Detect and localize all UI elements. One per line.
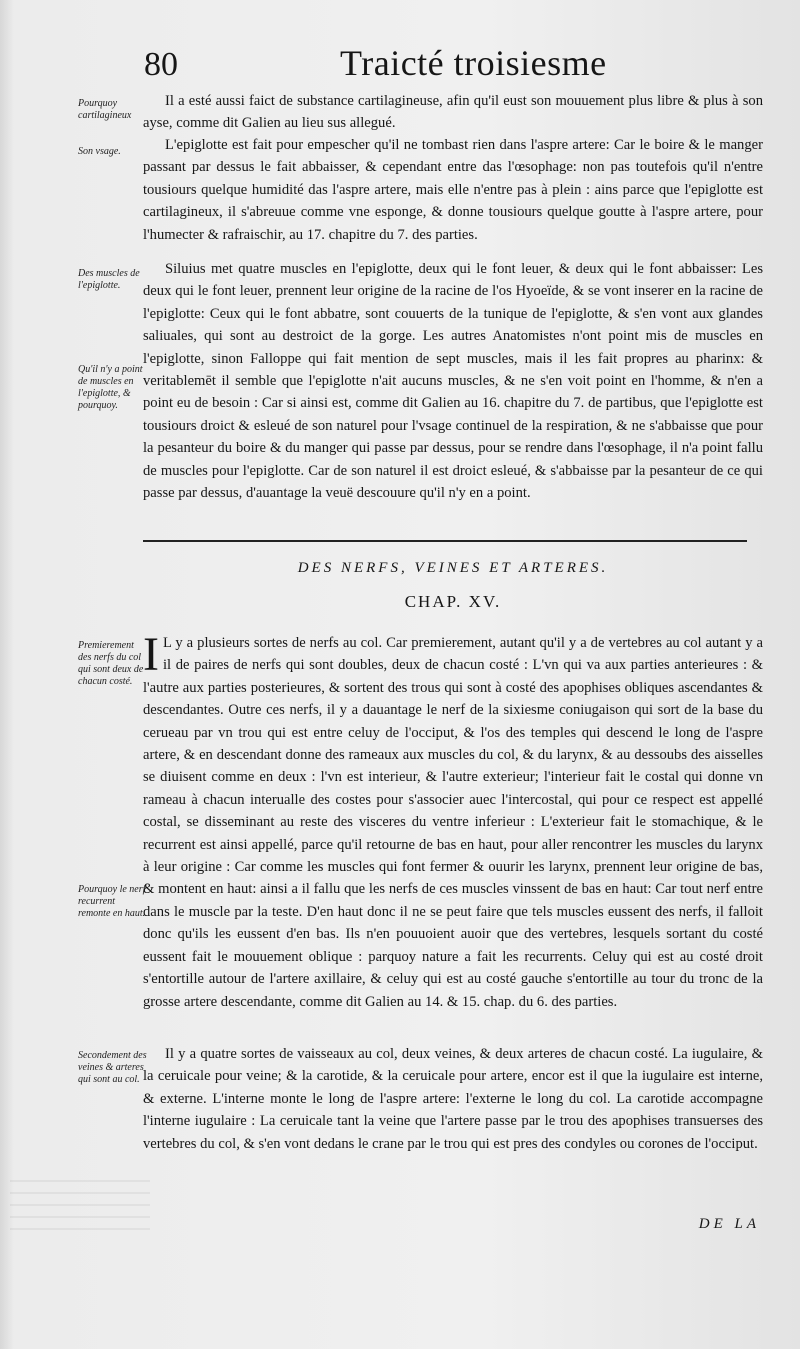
margin-note: Son vsage. [78,146,121,157]
paragraph: Il a esté aussi faict de substance cartilagineuse, afin qu'il eust son mouuement plus libre & plus à son ayse, comme dit Galien au lieu sus allegué. [143,93,763,132]
margin-note: Secondement des veines & arteres qui sont au col. [78,1050,147,1085]
paragraph: L'epiglotte est fait pour empescher qu'il ne tombast rien dans l'aspre artere: Car le boire & le manger passant par dessus le fait abbaisser, & cependant entre das l'œsophage: non pas toutefois qu'il n'entre tousiours quelque humidité das l'aspre artere, mais elle n'entre pas à plein : ains parce que l'epiglotte est cartilagineux, il s'abreuue comme vne esponge, & donne tousiours quelque goutte à l'aspre artere, pour l'humecter & rafraischir, au 17. chapitre du 7. des parties. [143,137,763,243]
paragraph: Il y a quatre sortes de vaisseaux au col, deux veines, & deux arteres de chacun costé. La iugulaire, & la ceruicale pour veine; & la carotide, & la ceruicale pour artere, encor est il que la iugulaire est interne, & externe. L'interne monte le long de l'aspre artere: l'externe le long du col. La carotide accompagne l'interne iugulaire : La ceruicale tant la veine que l'artere passe par le trou des apophises transuerses des vertebres du col, & s'en vont dedans le crane par le trou qui est pres des condyles ou corones de l'occiput. [143,1046,763,1152]
margin-note: Pourquoy cartilagineux [78,98,132,121]
chapter-title: CHAP. XV. [404,592,502,611]
margin-note: Des muscles de l'epiglotte. [78,268,140,291]
drop-cap: I [143,628,159,681]
paragraph: Siluius met quatre muscles en l'epiglotte, deux qui le font leuer, & deux qui le font abbaisser: Les deux qui le font leuer, prennent leur origine de la racine de l'os Hyoeïde, & se vont inserer en la racine de l'epiglotte: Ceux qui le font abbatre, sont couuerts de la tunique de l'epiglotte, & s'en vont aux glandes saliuales, qui sont au destroict de la gorge. Les autres Anatomistes n'ont point mis de muscles en l'epiglotte, sinon Falloppe qui fait mention de sept muscles, mais il les fait propres au pharinx: & veritablemēt il semble que l'epiglotte n'ait aucuns muscles, & ne s'en voit point en l'homme, & n'en a point eu de besoin : Car si ainsi est, comme dit Galien au 16. chapitre du 7. de partibus, que l'epiglotte est tousiours droict & esleué de son naturel pour l'vsage continuel de la respiration, & ne s'abbaisse que pour la pesanteur du boire & du manger qui passe par dessus, pour se rendre dans l'œsophage, il n'a point fallu de muscles pour l'epiglotte. Car de son naturel il est droict esleué, & s'abbaisse par la pesanteur de ce qui passe par dessus, d'auantage la veuë descouure qu'il n'y en a point. [143,261,763,502]
margin-note: Qu'il n'y a point de muscles en l'epiglotte, & pourquoy. [78,364,143,411]
margin-note: Premierement des nerfs du col qui sont deux de chacun costé. [78,640,144,687]
chapter-paragraph [143,628,763,1013]
section-rule [143,540,747,542]
chapter-paragraph-text: L y a plusieurs sortes de nerfs au col. Car premierement, autant qu'il y a de vertebres au col autant y a il de paires de nerfs qui sont doubles, deux de chacun costé : L'vn qui va aux parties anterieures : & l'autre aux parties posterieures, & sortent des trous qui sont à costé des apophises obliques ascendantes & descendantes. Outre ces nerfs, il y a dauantage le nerf de la sixiesme coniugaison qui sort de la base du cerueau par vn trou qui est entre celuy de l'occiput, & l'os des temples qui descend le long de l'aspre artere, & en descendant donne des rameaux aux muscles du col, & du larynx, & au dessoubs des aisselles se diuisent comme en deux : l'vn est interieur, & l'autre exterieur; l'interieur fait le costal qui donne vn rameau à chacun interualle des costes pour s'associer auec l'intercostal, qui pour ce respect est appellé costal, se disseminant au reste des visceres du ventre inferieur : L'exterieur fait le stomachique, & le recurrent est ainsi appellé, parce qu'il retourne de bas en haut, pour aller rencontrer les muscles du larynx à leur origine : Car comme les muscles qui font fermer & ouurir les larynx, prennent leur origine de bas, & montent en haut: ainsi a il fallu que les nerfs de ces muscles vinssent de bas en haut: Car tout nerf entre dans le muscle par la teste. D'en haut donc il ne se peut faire que tels muscles eussent des nerfs, il falloit donc qu'ils les eussent d'en bas. Ils n'en pouuoient auoir que des vertebres, lesquels sortant du costé eussent fait le mouuement oblique : parquoy nature a fait les recurrents. Celuy qui est au costé droit s'entortille autour de l'artere axillaire, & celuy qui est au costé gauche s'entortille au tour du tronc de la grosse artere descendante, comme dit Galien au 14. & 15. chap. du 6. des parties. [143,635,763,1010]
running-title: Traicté troisiesme [340,43,607,83]
page-number: 80 [144,46,178,83]
page-header [140,40,760,88]
section-title: DES NERFS, VEINES ET ARTERES. [297,560,609,576]
margin-note: Pourquoy le nerf recurrent remonte en haut. [78,884,146,919]
bleed-through [10,1180,150,1240]
catchword: DE LA [698,1216,760,1232]
